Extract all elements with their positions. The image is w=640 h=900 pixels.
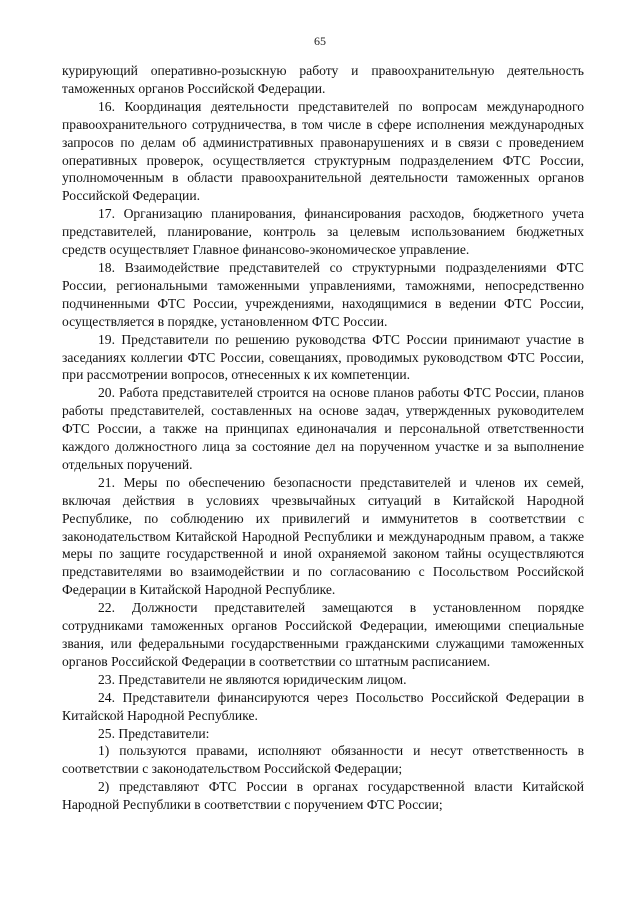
paragraph-23: 23. Представители не являются юридическим лицом. [98, 671, 407, 687]
paragraph-22: 22. Должности представителей замещаются в установленном порядке сотрудниками таможенных органов Российской Федерации, имеющими специальные звания, или федеральными государственными гражданскими служащими таможенных органов Российской Федерации в соответствии со штатным расписанием. [62, 600, 584, 669]
document-body [62, 62, 584, 814]
paragraph-24: 24. Представители финансируются через Посольство Российской Федерации в Китайской Народной Республике. [62, 689, 584, 723]
paragraph-16: 16. Координация деятельности представителей по вопросам международного правоохранительного сотрудничества, в том числе в сфере исполнения международных запросов по делам об административных правонарушениях и в связи с проведением оперативных проверок, осуществляется структурным подразделением ФТС России, уполномоченным в области правоохранительной деятельности таможенных органов Российской Федерации. [62, 98, 584, 204]
list-item-2: 2) представляют ФТС России в органах государственной власти Китайской Народной Республики в соответствии с поручением ФТС России; [62, 779, 584, 813]
paragraph-continuation: курирующий оперативно-розыскную работу и правоохранительную деятельность таможенных органов Российской Федерации. [62, 63, 584, 96]
paragraph-18: 18. Взаимодействие представителей со структурными подразделениями ФТС России, региональными таможенными управлениями, таможнями, непосредственно подчиненными ФТС России, учреждениями, находящимися в ведении ФТС России, осуществляется в порядке, установленном ФТС России. [62, 259, 584, 329]
list-item-1: 1) пользуются правами, исполняют обязанности и несут ответственность в соответствии с законодательством Российской Федерации; [62, 743, 584, 777]
paragraph-21: 21. Меры по обеспечению безопасности представителей и членов их семей, включая действия в условиях чрезвычайных ситуаций в Китайской Народной Республике, по соблюдению их привилегий и иммунитетов в соответствии с законодательством Китайской Народной Республики и международным правом, а также меры по защите государственной и иной охраняемой законом тайны осуществляются представителями во взаимодействии и по согласованию с Посольством Российской Федерации в Китайской Народной Республике. [62, 474, 584, 598]
paragraph-19: 19. Представители по решению руководства ФТС России принимают участие в заседаниях коллегии ФТС России, совещаниях, проводимых руководством ФТС России, при рассмотрении вопросов, отнесенных к их компетенции. [62, 331, 584, 383]
page-number: 65 [314, 34, 326, 48]
paragraph-17: 17. Организацию планирования, финансирования расходов, бюджетного учета представителей, планирование, контроль за целевым использованием бюджетных средств осуществляет Главное финансово-экономическое управление. [62, 206, 584, 258]
paragraph-25: 25. Представители: [98, 725, 210, 741]
paragraph-20: 20. Работа представителей строится на основе планов работы ФТС России, планов работы представителей, составленных на основе задач, утвержденных руководителем ФТС России, а также на принципах единоначалия и персональной ответственности каждого должностного лица за состояние дел на порученном участке и за выполнение отдельных поручений. [62, 385, 584, 472]
